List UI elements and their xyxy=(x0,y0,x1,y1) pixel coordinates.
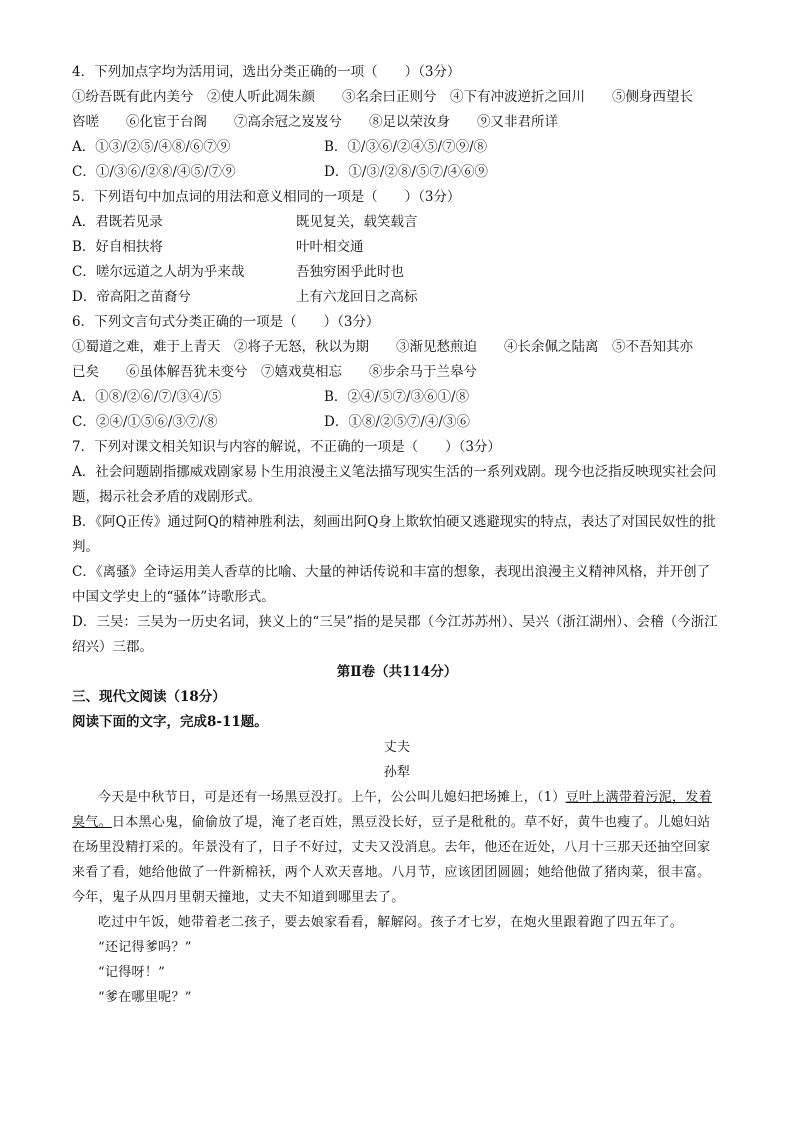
passage-author: 孙犁 xyxy=(383,765,411,780)
q4-option-b[interactable]: B．①/③⑥/②④⑤/⑦⑨/⑧ xyxy=(324,139,488,155)
q6-option-d[interactable]: D．①⑧/②⑤⑦/④/③⑥ xyxy=(324,414,470,430)
q6-options-row1 xyxy=(72,385,722,410)
passage xyxy=(72,735,722,1010)
dialog-line: “还记得爹吗？” xyxy=(98,940,192,955)
q5-option-row[interactable] xyxy=(72,210,722,235)
q6-stem: 6．下列文言句式分类正确的一项是（ ）（3分） xyxy=(72,314,380,330)
passage-paragraph-1 xyxy=(72,785,722,910)
q5-option-row[interactable] xyxy=(72,235,722,260)
q5-option-b-left: B．好自相扶将 xyxy=(72,239,163,255)
q4-items-line1: ①纷吾既有此内美兮 ②使人听此凋朱颜 ③名余曰正则兮 ④下有冲波逆折之回川 ⑤侧身西望长 xyxy=(72,89,693,105)
q7-option-a[interactable]: A．社会问题剧指挪威戏剧家易卜生用浪漫主义笔法描写现实生活的一系列戏剧。现今也泛指反映现实社会问题，揭示社会矛盾的戏剧形式。 xyxy=(72,464,717,505)
q5-option-d-left: D．帝高阳之苗裔兮 xyxy=(72,289,191,305)
q6-option-a[interactable]: A．①⑧/②⑥/⑦/③④/⑤ xyxy=(72,389,222,405)
q4-options-row1 xyxy=(72,135,722,160)
q4-option-a[interactable]: A．①③/②⑤/④⑧/⑥⑦⑨ xyxy=(72,139,231,155)
q6-option-b[interactable]: B．②④/⑤⑦/③⑥①/⑧ xyxy=(324,389,470,405)
p1-underlined-sentence: 豆叶上满带着污泥，发着臭气。 xyxy=(72,790,712,830)
reading-instruction: 阅读下面的文字，完成8-11题。 xyxy=(72,714,268,730)
exam-page xyxy=(72,60,722,1010)
q5-stem: 5．下列语句中加点词的用法和意义相同的一项是（ ）（3分） xyxy=(72,189,461,205)
p1-text-before: 今天是中秋节日，可是还有一场黑豆没打。上午，公公叫儿媳妇把场摊上，（1） xyxy=(98,790,566,805)
q5-option-b-right: 叶叶相交通 xyxy=(296,239,364,255)
q7-option-b[interactable]: B．《阿Q正传》通过阿Q的精神胜利法，刻画出阿Q身上欺软怕硬又逃避现实的特点，表达了对国民奴性的批判。 xyxy=(72,514,716,555)
q4-option-d[interactable]: D．①/③/②⑧/⑤⑦/④⑥⑨ xyxy=(324,164,489,180)
q5-option-a-left: A．君既若见录 xyxy=(72,214,163,230)
q4-stem: 4．下列加点字均为活用词，选出分类正确的一项（ ）（3分） xyxy=(72,64,461,80)
part2-title: 第Ⅱ卷（共114分） xyxy=(336,664,458,680)
section-heading: 三、现代文阅读（18分） xyxy=(72,689,226,705)
q4-options-row2 xyxy=(72,160,722,185)
q5-option-c-left: C．嗟尔远道之人胡为乎来哉 xyxy=(72,264,245,280)
q5-option-row[interactable] xyxy=(72,285,722,310)
q5-option-a-right: 既见复关，载笑载言 xyxy=(296,214,418,230)
q6-options-row2 xyxy=(72,410,722,435)
q4-items-line2: 咨嗟 ⑥化宦于台阁 ⑦高余冠之岌岌兮 ⑧足以荣汝身 ⑨又非君所详 xyxy=(72,114,558,130)
q7-option-d[interactable]: D．三吴：三吴为一历史名词，狭义上的“三吴”指的是吴郡（今江苏苏州）、吴兴（浙江湖州）、会稽（今浙江绍兴）三郡。 xyxy=(72,614,718,655)
passage-paragraph-2: 吃过中午饭，她带着老二孩子，要去娘家看看，解解闷。孩子才七岁，在炮火里跟着跑了四五年了。 xyxy=(98,915,684,930)
q7-option-c[interactable]: C．《离骚》全诗运用美人香草的比喻、大量的神话传说和丰富的想象，表现出浪漫主义精神风格，并开创了中国文学史上的“骚体”诗歌形式。 xyxy=(72,564,711,605)
q5-option-d-right: 上有六龙回日之高标 xyxy=(296,289,418,305)
q6-items-line1: ①蜀道之难，难于上青天 ②将子无怒，秋以为期 ③渐见愁煎迫 ④长余佩之陆离 ⑤不吾知其亦 xyxy=(72,339,693,355)
q4-option-c[interactable]: C．①/③⑥/②⑧/④⑤/⑦⑨ xyxy=(72,164,236,180)
q6-items-line2: 已矣 ⑥虽体解吾犹未变兮 ⑦嬉戏莫相忘 ⑧步余马于兰皋兮 xyxy=(72,364,477,380)
q6-option-c[interactable]: C．②④/①⑤⑥/③⑦/⑧ xyxy=(72,414,218,430)
passage-title: 丈夫 xyxy=(383,740,411,755)
dialog-line: “记得呀！” xyxy=(98,965,166,980)
q5-option-c-right: 吾独穷困乎此时也 xyxy=(296,264,404,280)
p1-text-after: 日本黑心鬼，偷偷放了堤，淹了老百姓，黑豆没长好，豆子是秕秕的。草不好，黄牛也瘦了。儿媳妇站在场里没精打采的。年景没有了，日子不好过，丈夫又没消息。去年，他还在近处，八月十三那天还抽空回家来看了看，她给他做了一件新棉袄，两个人欢天喜地。八月节，应该团团圆圆；她给他做了猪肉菜，很丰富。今年，鬼子从四月里朝天撞地，丈夫不知道到哪里去了。 xyxy=(72,815,711,905)
q5-option-row[interactable] xyxy=(72,260,722,285)
dialog-line: “爹在哪里呢？” xyxy=(98,990,192,1005)
q7-stem: 7．下列对课文相关知识与内容的解说，不正确的一项是（ ）（3分） xyxy=(72,439,501,455)
